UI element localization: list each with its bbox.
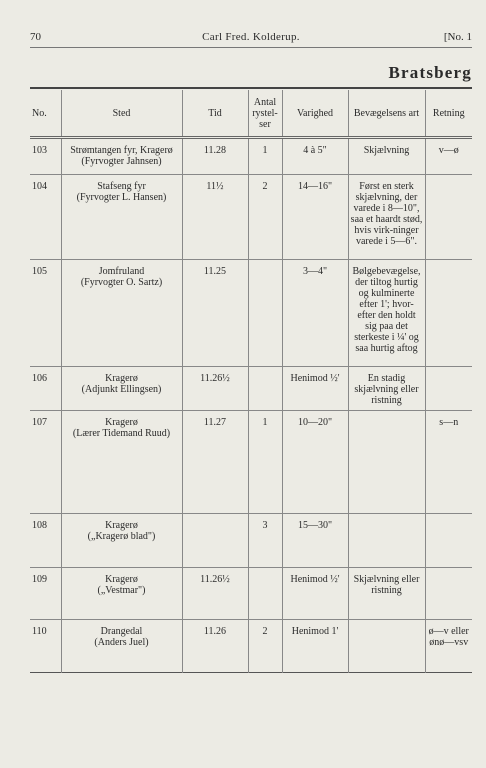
place-name: Kragerø <box>105 574 138 585</box>
row-direction <box>425 260 472 367</box>
row-place <box>61 367 182 411</box>
observer-name: (Fyrvogter O. Sartz) <box>80 277 163 288</box>
row-duration: 4 à 5" <box>282 138 348 175</box>
row-motion: Skjælvning <box>348 138 425 175</box>
place-name: Kragerø <box>105 373 138 384</box>
row-duration: Henimod ½' <box>282 568 348 620</box>
row-duration: 15—30" <box>282 514 348 568</box>
col-header-time: Tid <box>182 90 248 138</box>
row-time: 11.26 <box>182 620 248 673</box>
row-number: 109 <box>32 574 47 585</box>
row-count: 2 <box>248 620 282 673</box>
page-number: 70 <box>30 31 41 43</box>
row-motion: En stadig skjælvning eller ristning <box>348 367 425 411</box>
place-name: Stafseng fyr <box>97 181 146 192</box>
row-time: 11.26½ <box>182 367 248 411</box>
row-count: 1 <box>248 138 282 175</box>
col-header-duration: Varighed <box>282 90 348 138</box>
table-row <box>30 260 472 367</box>
table-row <box>30 367 472 411</box>
row-motion <box>348 620 425 673</box>
table-row <box>30 411 472 514</box>
row-direction <box>425 175 472 260</box>
row-place <box>61 620 182 673</box>
place-name: Jomfruland <box>98 266 145 277</box>
running-title: Carl Fred. Kolderup. <box>202 31 300 43</box>
row-place <box>61 568 182 620</box>
row-count: 3 <box>248 514 282 568</box>
row-duration: 14—16" <box>282 175 348 260</box>
observer-name: (Adjunkt Ellingsen) <box>81 384 162 395</box>
row-time: 11.28 <box>182 138 248 175</box>
row-number: 107 <box>32 417 47 428</box>
row-motion <box>348 411 425 514</box>
row-place <box>61 175 182 260</box>
observer-name: („Kragerø blad") <box>87 531 156 542</box>
observer-name: (Fyrvogter Jahnsen) <box>81 156 162 167</box>
row-count <box>248 568 282 620</box>
table-row <box>30 620 472 673</box>
row-time: 11½ <box>182 175 248 260</box>
row-direction <box>425 568 472 620</box>
row-direction <box>425 514 472 568</box>
col-header-count: Antal rystel-ser <box>248 90 282 138</box>
table-row <box>30 568 472 620</box>
row-time: 11.27 <box>182 411 248 514</box>
row-duration: Henimod 1' <box>282 620 348 673</box>
row-duration: 3—4" <box>282 260 348 367</box>
row-direction: s—n <box>425 411 472 514</box>
row-place <box>61 514 182 568</box>
observer-name: („Vestmar") <box>97 585 146 596</box>
region-rule <box>30 87 472 89</box>
place-name: Strømtangen fyr, Kragerø <box>70 145 173 156</box>
row-motion: Bølgebevægelse, der tiltog hurtig og kulminerte efter 1'; hvor-efter den holdt sig paa det sterkeste i ¼' og saa hurtig aftog <box>348 260 425 367</box>
row-direction <box>425 367 472 411</box>
row-count <box>248 367 282 411</box>
row-number: 103 <box>32 145 47 156</box>
row-time: 11.25 <box>182 260 248 367</box>
row-direction: v—ø <box>425 138 472 175</box>
table-row <box>30 138 472 175</box>
observer-name: (Lærer Tidemand Ruud) <box>72 428 171 439</box>
observer-name: (Fyrvogter L. Hansen) <box>76 192 167 203</box>
row-duration: Henimod ½' <box>282 367 348 411</box>
place-name: Drangedal <box>100 626 143 637</box>
row-number: 104 <box>32 181 47 192</box>
table-row <box>30 514 472 568</box>
header-rule <box>30 47 472 48</box>
row-count <box>248 260 282 367</box>
row-direction: ø—v eller ønø—vsv <box>425 620 472 673</box>
row-motion <box>348 514 425 568</box>
row-place <box>61 138 182 175</box>
row-number: 108 <box>32 520 47 531</box>
row-time <box>182 514 248 568</box>
place-name: Kragerø <box>105 520 138 531</box>
row-number: 105 <box>32 266 47 277</box>
row-motion: Skjælvning eller ristning <box>348 568 425 620</box>
table-header-row <box>30 90 472 138</box>
running-header <box>30 31 472 45</box>
col-header-number: No. <box>32 107 47 119</box>
row-number: 110 <box>32 626 47 637</box>
row-motion: Først en sterk skjælvning, der varede i 8—10", saa et haardt stød, hvis virk-ninger varede i 5—6". <box>348 175 425 260</box>
col-header-motion: Bevægelsens art <box>348 90 425 138</box>
row-count: 2 <box>248 175 282 260</box>
row-time: 11.26½ <box>182 568 248 620</box>
row-place <box>61 260 182 367</box>
col-header-place: Sted <box>61 90 182 138</box>
issue-number: [No. 1 <box>443 31 472 43</box>
region-title: Bratsberg <box>388 63 472 82</box>
row-number: 106 <box>32 373 47 384</box>
place-name: Kragerø <box>105 417 138 428</box>
row-count: 1 <box>248 411 282 514</box>
observer-name: (Anders Juel) <box>94 637 149 648</box>
observation-table <box>30 90 472 673</box>
col-header-direction: Retning <box>425 90 472 138</box>
row-duration: 10—20" <box>282 411 348 514</box>
table-row <box>30 175 472 260</box>
row-place <box>61 411 182 514</box>
